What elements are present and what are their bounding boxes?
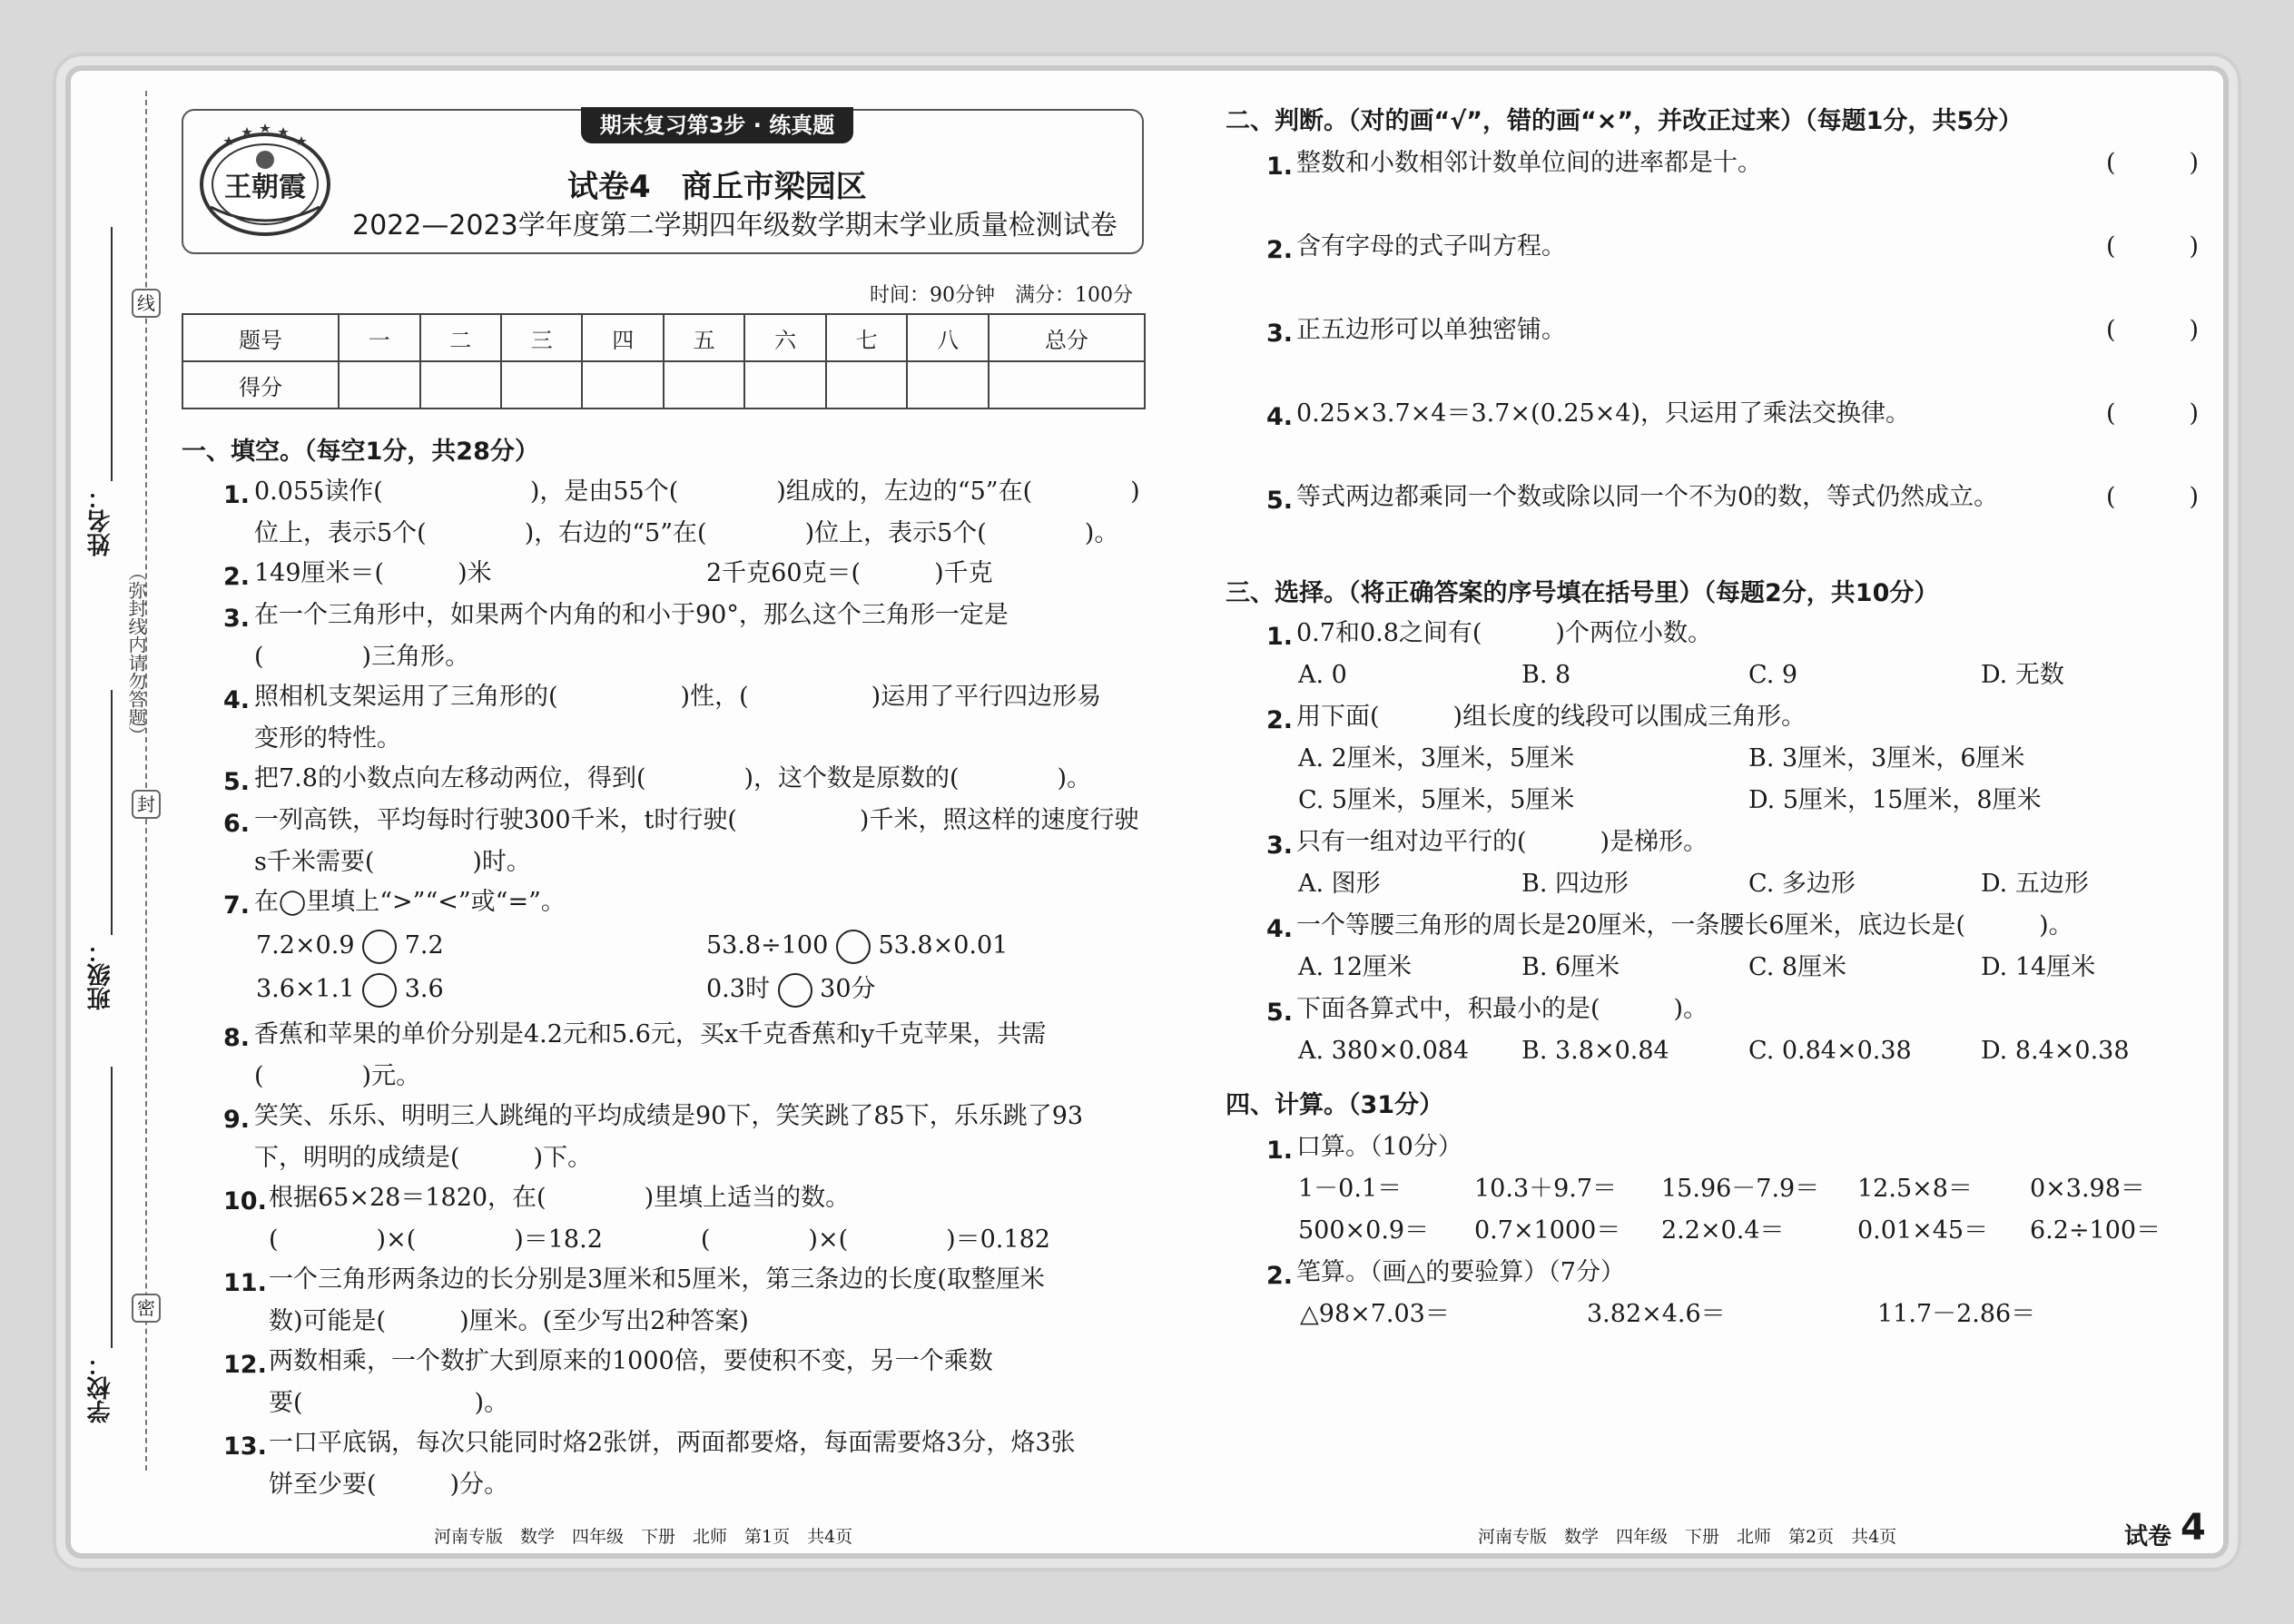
score-header: 总分 [989,314,1145,361]
q-number: 3. [223,605,251,633]
compare-circle[interactable] [362,973,397,1008]
q-number: 10. [223,1187,267,1216]
score-header: 五 [664,314,744,361]
score-cell[interactable] [339,361,419,408]
judge-bracket[interactable]: ( ) [2106,399,2200,428]
q-number: 2. [1266,1262,1294,1290]
compare-3 [256,969,444,1009]
paper-tag: 试卷 [2124,1523,2172,1550]
s3-q5: 下面各算式中，积最小的是( )。 [1296,995,1708,1023]
judge-bracket[interactable]: ( ) [2106,232,2200,261]
section2-heading: 二、判断。（对的画“√”，错的画“×”，并改正过来）（每题1分，共5分） [1226,107,2023,135]
option[interactable]: C. 9 [1748,661,1798,689]
calc-item: 10.3＋9.7＝ [1474,1175,1618,1203]
s1-q9a: 笑笑、乐乐、明明三人跳绳的平均成绩是90下，笑笑跳了85下，乐乐跳了93 [254,1102,1084,1130]
s2-item: 等式两边都乘同一个数或除以同一个不为0的数，等式仍然成立。 [1296,483,1999,511]
s1-q1b: 位上，表示5个( )，右边的“5”在( )位上，表示5个( )。 [254,519,1119,547]
score-header: 八 [907,314,988,361]
brand-logo [192,116,338,243]
score-header: 一 [339,314,419,361]
q-number: 2. [1266,236,1294,264]
s1-q12a: 两数相乘，一个数扩大到原来的1000倍，要使积不变，另一个乘数 [269,1347,993,1375]
judge-bracket[interactable]: ( ) [2106,149,2200,177]
calc-item: 6.2÷100＝ [2030,1216,2161,1245]
score-cell[interactable] [420,361,501,408]
seal-mark-mi: 密 [132,1294,161,1323]
option[interactable]: B. 3.8×0.84 [1521,1037,1669,1065]
compare-circle[interactable] [836,930,871,964]
exam-subtitle: 2022—2023学年度第二学期四年级数学期末学业质量检测试卷 [352,210,1117,241]
score-cell[interactable] [826,361,907,408]
option[interactable]: B. 8 [1521,661,1571,689]
option[interactable]: A. 380×0.084 [1298,1037,1470,1065]
class-field[interactable] [111,690,113,935]
calc-item: 2.2×0.4＝ [1661,1216,1785,1245]
q-number: 5. [1266,487,1294,515]
option[interactable]: D. 五边形 [1981,870,2089,898]
s2-item: 0.25×3.7×4＝3.7×(0.25×4)，只运用了乘法交换律。 [1296,399,1911,428]
option[interactable]: B. 3厘米，3厘米，6厘米 [1748,744,2025,773]
s1-q6a: 一列高铁，平均每时行驶300千米，t时行驶( )千米，照这样的速度行驶 [254,806,1139,834]
compare-2 [706,926,1008,966]
option[interactable]: C. 8厘米 [1748,953,1847,981]
option[interactable]: B. 6厘米 [1521,953,1620,981]
s3-q3: 只有一组对边平行的( )是梯形。 [1296,828,1708,856]
s3-q4: 一个等腰三角形的周长是20厘米，一条腰长6厘米，底边长是( )。 [1296,911,2073,940]
option[interactable]: C. 5厘米，5厘米，5厘米 [1298,786,1575,814]
s1-q8b: ( )元。 [254,1062,421,1090]
score-cell[interactable] [744,361,825,408]
section4-heading: 四、计算。（31分） [1226,1091,1444,1119]
q-number: 6. [223,810,251,838]
calc-item: 12.5×8＝ [1857,1175,1973,1203]
option[interactable]: B. 四边形 [1521,870,1629,898]
calc-item: △98×7.03＝ [1300,1300,1450,1328]
q-number: 8. [223,1024,251,1052]
score-header-row [182,314,1145,361]
s1-q13a: 一口平底锅，每次只能同时烙2张饼，两面都要烙，每面需要烙3分，烙3张 [269,1429,1076,1457]
calc-item: 500×0.9＝ [1298,1216,1430,1245]
compare-left: 53.8÷100 [706,931,829,960]
name-field[interactable] [111,227,113,481]
s1-q4a: 照相机支架运用了三角形的( )性，( )运用了平行四边形易 [254,683,1102,711]
calc-item: 15.96－7.9＝ [1661,1175,1820,1203]
q-number: 1. [1266,1137,1294,1165]
calc-item: 0.7×1000＝ [1474,1216,1621,1245]
judge-bracket[interactable]: ( ) [2106,483,2200,511]
compare-right: 30分 [820,975,876,1003]
score-header: 题号 [182,314,339,361]
option[interactable]: C. 多边形 [1748,870,1856,898]
s1-q6b: s千米需要( )时。 [254,848,531,876]
name-label: 姓名： [87,486,114,556]
compare-left: 0.3时 [706,975,770,1003]
score-row-label: 得分 [182,361,339,408]
footer-right: 河南专版 数学 四年级 下册 北师 第2页 共4页 [1478,1527,1897,1547]
q-number: 5. [1266,999,1294,1027]
s1-q11a: 一个三角形两条边的长分别是3厘米和5厘米，第三条边的长度(取整厘米 [269,1265,1045,1294]
q-number: 11. [223,1269,267,1297]
option[interactable]: A. 0 [1298,661,1347,689]
q-number: 4. [1266,403,1294,431]
seal-note: （弥封线内请勿答题） [125,563,147,744]
s2-item: 正五边形可以单独密铺。 [1296,316,1566,344]
class-label: 班级： [87,940,114,1010]
time-info: 时间：90分钟 满分：100分 [870,284,1133,307]
s1-q12b: 要( )。 [269,1389,509,1417]
s1-q11b: 数)可能是( )厘米。(至少写出2种答案) [269,1307,749,1335]
compare-left: 3.6×1.1 [256,975,355,1003]
banner: 期末复习第3步 · 练真题 [581,107,853,143]
calc-item: 0.01×45＝ [1857,1216,1989,1245]
seal-mark-feng: 封 [132,790,161,819]
score-header: 六 [744,314,825,361]
q-number: 4. [1266,915,1294,943]
s1-q13b: 饼至少要( )分。 [269,1471,509,1499]
s4-p1: 口算。（10分） [1296,1133,1462,1161]
q-number: 3. [1266,320,1294,348]
score-cell[interactable] [989,361,1145,408]
s4-p2: 笔算。（画△的要验算）（7分） [1296,1258,1625,1286]
q-number: 2. [223,563,251,591]
calc-item: 3.82×4.6＝ [1587,1300,1726,1328]
s3-q1: 0.7和0.8之间有( )个两位小数。 [1296,619,1712,647]
seal-mark-xian: 线 [132,289,161,318]
s1-q1a: 0.055读作( )，是由55个( )组成的，左边的“5”在( ) [254,477,1140,506]
score-cell[interactable] [501,361,582,408]
judge-bracket[interactable]: ( ) [2106,316,2200,344]
score-row [182,361,1145,408]
q-number: 1. [223,481,251,509]
s1-q3b: ( )三角形。 [254,643,470,671]
compare-right: 53.8×0.01 [878,931,1009,960]
s1-q9b: 下，明明的成绩是( )下。 [254,1144,593,1172]
compare-circle[interactable] [778,973,812,1008]
score-header: 七 [826,314,907,361]
calc-item: 0×3.98＝ [2030,1175,2145,1203]
compare-left: 7.2×0.9 [256,931,355,960]
exam-title: 试卷4 商丘市梁园区 [567,169,867,205]
option[interactable]: D. 无数 [1981,661,2064,689]
compare-1 [256,926,444,966]
s1-q5: 把7.8的小数点向左移动两位，得到( )，这个数是原数的( )。 [254,764,1092,792]
compare-right: 7.2 [404,931,444,960]
score-header: 三 [501,314,582,361]
option[interactable]: D. 5厘米，15厘米，8厘米 [1748,786,2042,814]
option[interactable]: D. 8.4×0.38 [1981,1037,2130,1065]
compare-circle[interactable] [362,930,397,964]
s1-q10b: ( )×( )＝18.2 ( )×( )＝0.182 [269,1225,1050,1254]
s2-item: 整数和小数相邻计数单位间的进率都是十。 [1296,149,1762,177]
paper-number: 4 [2181,1507,2206,1549]
score-cell[interactable] [907,361,988,408]
score-header: 四 [582,314,663,361]
q-number: 4. [223,686,251,714]
s1-q2b: 2千克60克＝( )千克 [706,559,993,587]
school-label: 学校： [87,1353,114,1423]
s1-q8a: 香蕉和苹果的单价分别是4.2元和5.6元，买x千克香蕉和y千克苹果，共需 [254,1020,1047,1048]
q-number: 1. [1266,153,1294,181]
option[interactable]: D. 14厘米 [1981,953,2096,981]
option[interactable]: A. 2厘米，3厘米，5厘米 [1298,744,1575,773]
q-number: 2. [1266,706,1294,734]
svg-text:王朝霞: 王朝霞 [224,172,306,203]
section1-heading: 一、填空。（每空1分，共28分） [182,438,539,466]
compare-4 [706,969,876,1009]
score-table [182,313,1146,409]
s1-q7: 在◯里填上“>”“<”或“=”。 [254,888,566,916]
q-number: 3. [1266,832,1294,860]
s1-q4b: 变形的特性。 [254,724,401,753]
option[interactable]: C. 0.84×0.38 [1748,1037,1912,1065]
option[interactable]: A. 图形 [1298,870,1381,898]
q-number: 12. [223,1351,267,1379]
option[interactable]: A. 12厘米 [1298,953,1413,981]
s1-q10a: 根据65×28＝1820，在( )里填上适当的数。 [269,1184,851,1212]
score-cell[interactable] [664,361,744,408]
s3-q2: 用下面( )组长度的线段可以围成三角形。 [1296,703,1807,731]
q-number: 7. [223,891,251,920]
q-number: 13. [223,1432,267,1461]
compare-right: 3.6 [404,975,444,1003]
calc-item: 1－0.1＝ [1298,1175,1403,1203]
q-number: 9. [223,1106,251,1134]
q-number: 1. [1266,623,1294,651]
s2-item: 含有字母的式子叫方程。 [1296,232,1566,261]
calc-item: 11.7－2.86＝ [1877,1300,2036,1328]
footer-left: 河南专版 数学 四年级 下册 北师 第1页 共4页 [434,1527,853,1547]
q-number: 5. [223,768,251,796]
score-cell[interactable] [582,361,663,408]
section3-heading: 三、选择。（将正确答案的序号填在括号里）（每题2分，共10分） [1226,579,1939,607]
s1-q2a: 149厘米＝( )米 [254,559,492,587]
s1-q3a: 在一个三角形中，如果两个内角的和小于90°，那么这个三角形一定是 [254,601,1009,629]
school-field[interactable] [111,1067,113,1348]
score-header: 二 [420,314,501,361]
